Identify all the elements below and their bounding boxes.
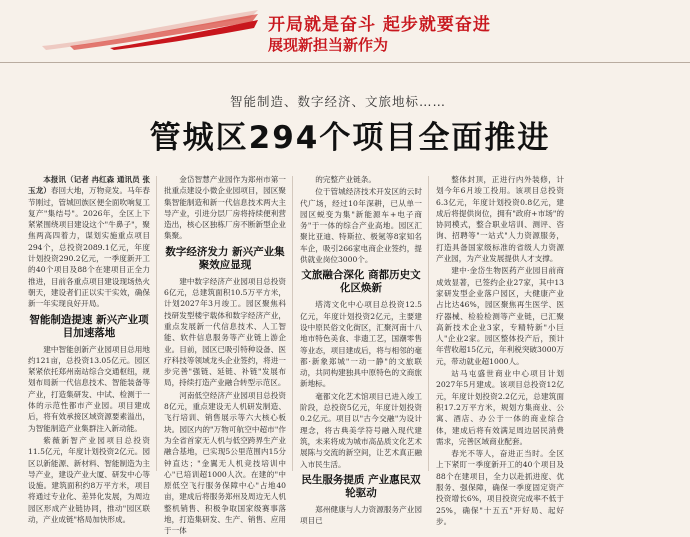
paragraph: 建中智能创新产业园项目总用地约121亩，总投资13.05亿元。园区紧紧依托郑州南站综合交通枢纽，规划布局新一代信息技术、智能装备等产业，打造集研发、中试、检测于一体的示范性都市产业园。项目建成后，将有效承接区域资源要素溢出，为智能制造产业集群注入新动能。 [28,344,150,433]
paragraph: 站马屯盛世商业中心项目计划2027年5月建成。该项目总投资12亿元，年度计划投资2.2亿元，总建筑面积17.2万平方米，规划方集商业、公寓、酒店、办公于一体的商业综合体，建成后将有效满足周边居民消费需求，完善区域商业配套。 [436,369,564,446]
paragraph: 的完整产业链条。 [315,175,376,184]
kicker-headline: 智能制造、数字经济、文旅地标…… [230,94,447,109]
paragraph: 金岱智慧产业园作为郑州市第一批重点建设小微企业园项目，园区聚集智能制造和新一代信息技术两大主导产业，引进分层厂房将持续便利营造出，核心区独栋厂房不断新型企业集聚。 [164,175,286,241]
main-headline: 管城区294个项目全面推进 [149,120,551,156]
paragraph: 郑州健康与人力资源服务产业园项目已 [300,504,422,526]
column-divider [156,176,157,471]
banner [0,0,690,58]
paragraph: 塔湾文化中心项目总投资12.5亿元，年度计划投资2亿元，主要建设中原民俗文化街区，汇聚河南十八地市特色美食、非遗工艺，国潮零售等业态，项目建成后，将与相邻的毫都·新象郑城"一动一静"的文旅联动，共同构建独具中原特色的文商旅新地标。 [300,300,422,389]
banner-slogan-line1: 开局就是奋斗 起步就要奋进 [268,15,491,35]
paragraph: 紫薇新智产业园项目总投资11.5亿元，年度计划投资2亿元。园区以新能源、新材料、智能制造为主导产业，建设产业大厦、研发中心等设施。建筑面积约8万平方米，项目将通过专业化、差异化发展，为周边园区形成产业链协同，推动"园区联动，产业成链"格局加快形成。 [28,435,150,525]
paragraph: 整体封顶，正进行内外装修，计划今年6月竣工投用。该项目总投资6.3亿元，年度计划投资0.8亿元，建成后将提供岗位，拥有"政府+市场"的协同模式，整合职业培训、测评、咨询、招聘等"一站式"人力资源服务，打造具备国家级标准的省级人力资源产业园，为产业发展提供人才支撑。 [436,175,564,264]
paragraph: 河南低空经济产业园项目总投资8亿元，重点建设无人机研发制造、飞行培训、销售展示等六大核心板块。园区内的"万物可航空中超市"作为全省首家无人机与低空跨界生产业融合基地，已实现5公里范围内15分钟直达；"金翼无人机竞技培训中心"已培训超1000人次。在建的"中原低空飞行服务保障中心"占地40亩，建成后将服务郑州及周边无人机整机销售、积极争取国家级赛事落地，打造集研发、生产、销售、应用于一体 [164,390,286,536]
column-divider [292,176,293,471]
paragraph: 建中·金岱生物医药产业园目前商成效显著，已签约企业27家，其中13家研发型企业落户园区，大健康产业占比达46%，园区聚焦再生医学、医疗器械、检验检测等产业链，已汇聚高新技术企业3家，专精特新"小巨人"企业2家。园区整体投产后，预计年营收超15亿元，年利税突破3000万元，带动就业超1000人。 [436,266,564,366]
paragraph: 位于管城经济技术开发区的云时代广场，经过10年深耕，已从单一园区蜕变为集"新能源车+电子商务"于一体的综合产业高地。园区汇聚比亚迪、特斯拉、极氪等8家知名车企，吸引266家电商企业签约，提供就业岗位3000个。 [300,187,422,265]
article-column-4 [436,174,564,526]
paragraph: 春回大地，万物竞发。马年春节刚过，管城回族区便全面吹响复工复产"集结号"。2026年，全区上下紧紧围绕项目建设这个"牛鼻子"，聚焦两高四着力，谋划实施重点项目294个，总投资2089.1亿元，年度计划投资290.2亿元，一季度新开工的40个项目及88个在建项目正全力推进，目前各重点项目建设现场热火朝天，建设者们正以实干实效，确保新一年实现良好开局。 [28,186,151,309]
paragraph: 建中数字经济产业园项目总投资6亿元，总建筑面积10.5万平方米，计划2027年3月竣工。园区聚焦科技研发型楼宇载体和数字经济产业，重点发展新一代信息技术、人工智能、软件信息服务等产业链上游企业。目前，园区已吸引特种设备、医疗科技等领域龙头企业签约，将进一步完善"强链、延链、补链"发展布局，持续打造产业融合转型示范区。 [164,276,286,388]
article-column-3 [300,174,422,526]
column-divider [428,176,429,471]
subheading: 智能制造提速 新兴产业项目加速落地 [29,313,149,339]
banner-slogan-line2: 展现新担当新作为 [268,36,389,54]
subheading: 文旅融合深化 商都历史文化区焕新 [301,269,421,295]
byline: 本报讯（记者 冉红森 通讯员 张玉龙） [28,175,150,196]
paragraph: 春光不等人，奋进正当时。全区上下紧盯一季度新开工的40个项目及88个在建项目，全力以赴抓进度、优服务、强保障，确保一季度固定资产投资增长6%，项目投资完成率不低于25%，确保"十五五"开好局、起好步。 [436,449,564,526]
flag-wing-icon [40,6,260,50]
header-divider [0,62,690,63]
paragraph: 毫都文化艺术馆项目已进入竣工阶段，总投资5亿元，年度计划投资0.2亿元。项目以"古今交融"为设计理念，将古典美学符号融入现代建筑，未来将成为城市高品质文化艺术展陈与交流的新空间，让艺术真正融入市民生活。 [300,391,422,469]
article-column-2 [164,174,286,536]
subheading: 数字经济发力 新兴产业集聚效应显现 [165,245,285,271]
subheading: 民生服务提质 产业惠民双轮驱动 [301,473,421,499]
article-column-1 [28,174,151,525]
